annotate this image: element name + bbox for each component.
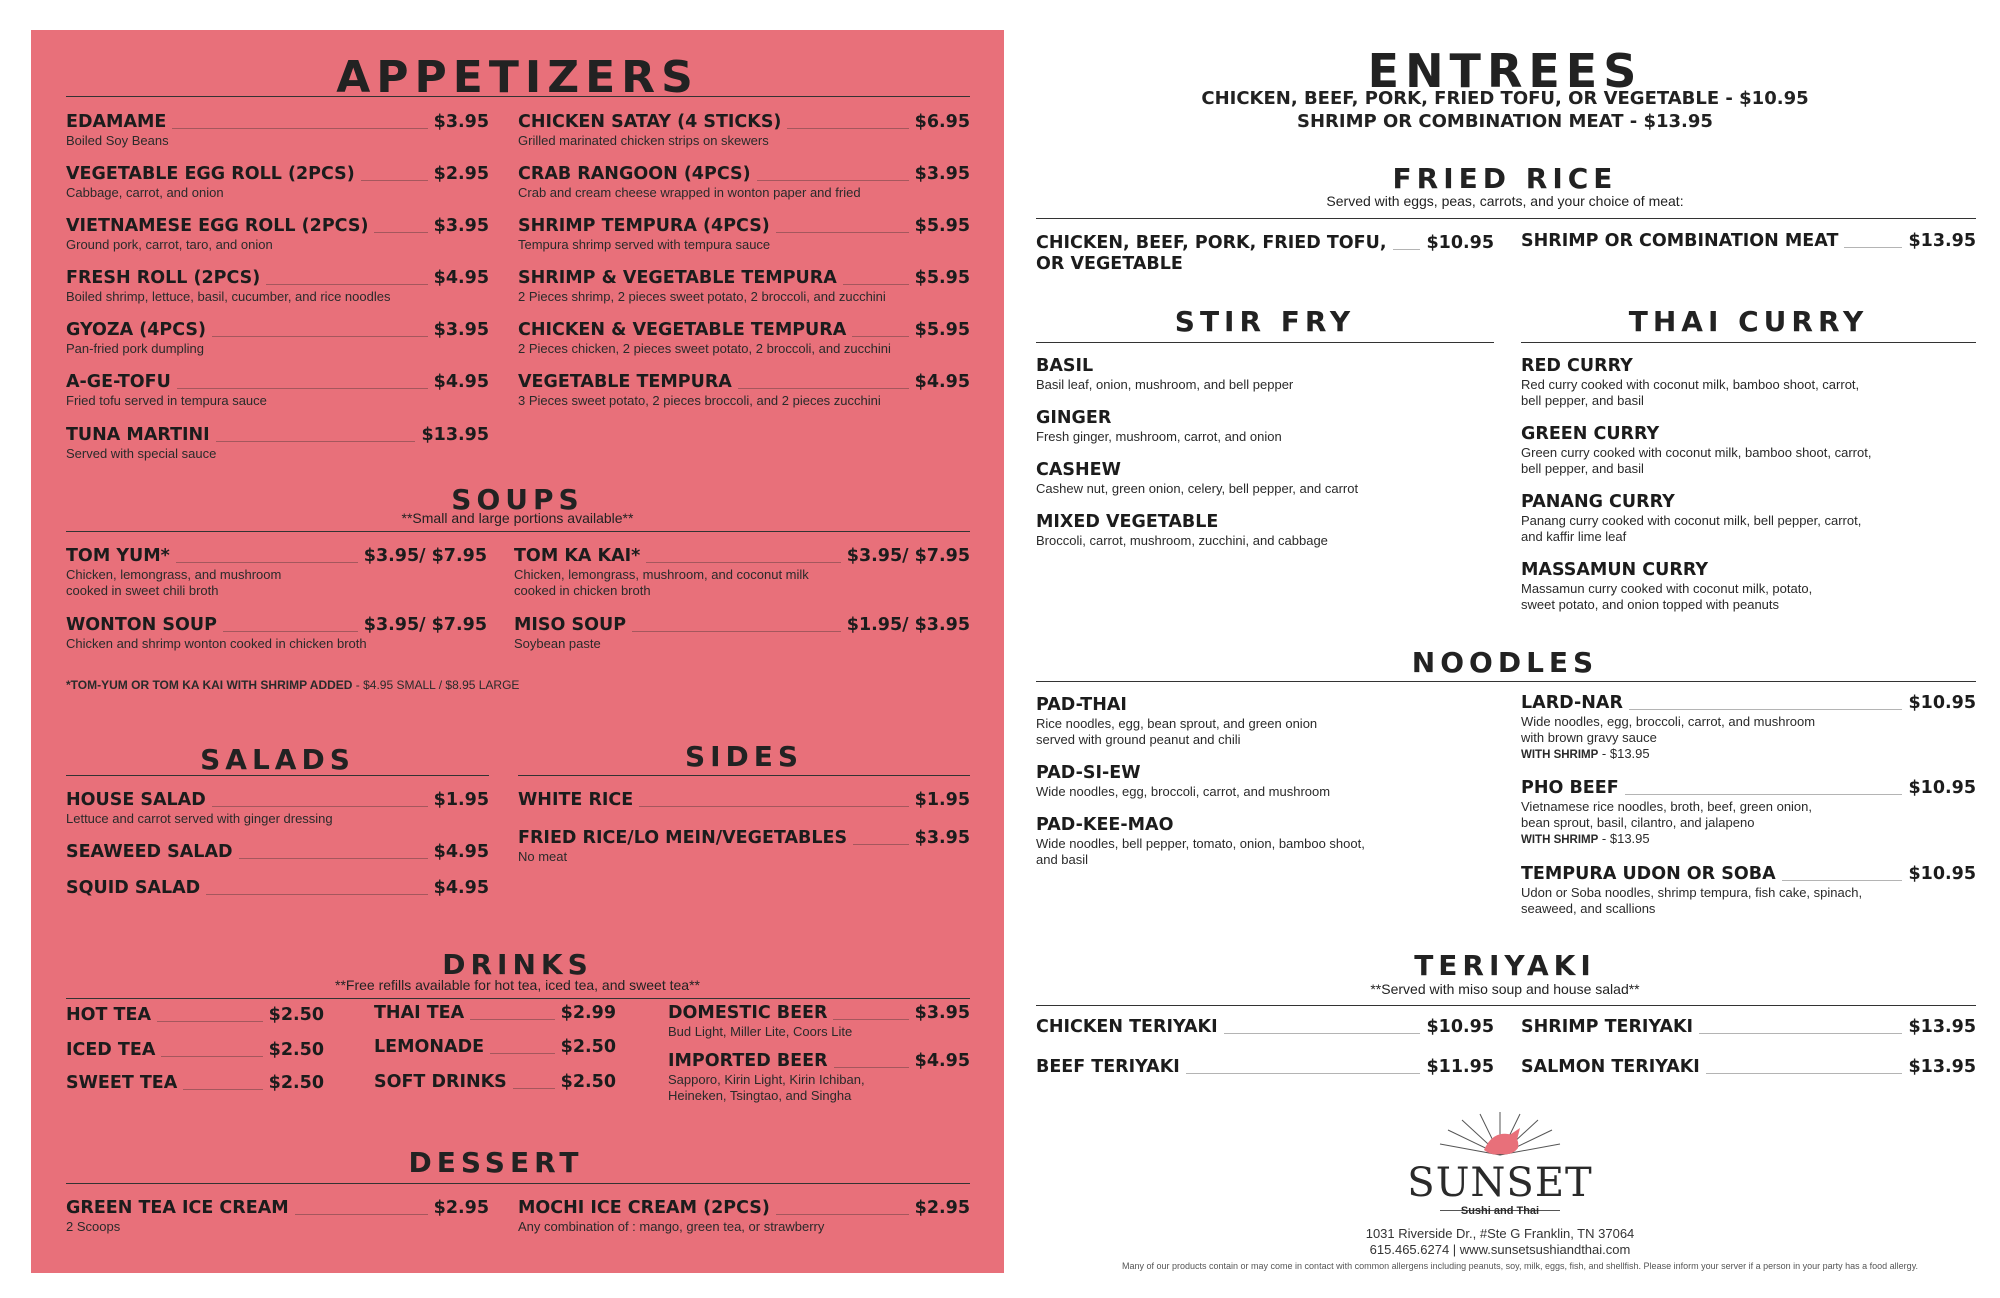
item-description: bean sprout, basil, cilantro, and jalapeno <box>1521 815 1755 830</box>
item-name: MASSAMUN CURRY <box>1521 560 1709 580</box>
leader-line <box>361 180 428 181</box>
item-price: $10.95 <box>1426 233 1494 253</box>
menu-item <box>374 1003 616 1024</box>
item-description: Bud Light, Miller Lite, Coors Lite <box>668 1024 853 1039</box>
menu-item <box>1521 1057 1976 1078</box>
soups-title: SOUPS <box>451 483 584 516</box>
item-price: $4.95 <box>433 372 489 392</box>
item-name: CASHEW <box>1036 460 1121 480</box>
drinks-rule <box>66 998 970 999</box>
menu-item <box>1521 356 1976 409</box>
item-description: Fresh ginger, mushroom, carrot, and onion <box>1036 429 1282 444</box>
menu-item <box>514 546 970 599</box>
soups-footnote-rest: - $4.95 SMALL / $8.95 LARGE <box>352 678 520 692</box>
menu-item <box>518 790 970 811</box>
allergy-disclaimer: Many of our products contain or may come in contact with common allergens including peanuts, soy, milk, eggs, fish, and shellfish. Please inform your server if a person in your party has a food allergy. <box>1121 1261 1919 1271</box>
item-description: Served with special sauce <box>66 446 217 461</box>
item-price: $13.95 <box>1908 231 1976 251</box>
item-name: CHICKEN SATAY (4 STICKS) <box>518 112 782 132</box>
item-name: EDAMAME <box>66 112 167 132</box>
menu-item <box>1036 233 1494 275</box>
leader-line <box>374 232 427 233</box>
item-price: $10.95 <box>1426 1017 1494 1037</box>
item-price: $1.95/ $3.95 <box>846 615 970 635</box>
menu-item <box>1036 695 1436 748</box>
item-price: $4.95 <box>914 372 970 392</box>
item-price: $4.95 <box>433 268 489 288</box>
item-name: TOM YUM* <box>66 546 170 566</box>
leader-line <box>470 1019 554 1020</box>
item-description: bell pepper, and basil <box>1521 461 1644 476</box>
leader-line <box>632 631 841 632</box>
item-description: Chicken, lemongrass, mushroom, and coconut milk <box>514 567 809 582</box>
address: 1031 Riverside Dr., #Ste G Franklin, TN 37064 <box>1365 1226 1635 1241</box>
entrees-price-line: SHRIMP OR COMBINATION MEAT - $13.95 <box>1297 111 1713 132</box>
item-price: $1.95 <box>433 790 489 810</box>
item-name: WHITE RICE <box>518 790 634 810</box>
soups-footnote-bold: *TOM-YUM OR TOM KA KAI WITH SHRIMP ADDED <box>66 678 353 692</box>
menu-item <box>66 878 489 899</box>
item-name: BASIL <box>1036 356 1094 376</box>
item-name: PANANG CURRY <box>1521 492 1675 512</box>
leader-line <box>266 284 427 285</box>
leader-line <box>183 1089 262 1090</box>
menu-item <box>518 828 970 865</box>
leader-line <box>172 128 427 129</box>
leader-line <box>176 562 358 563</box>
menu-item <box>1036 763 1436 800</box>
menu-item <box>1521 693 1976 763</box>
item-description: Heineken, Tsingtao, and Singha <box>668 1088 852 1103</box>
entrees-title: ENTREES <box>1367 44 1643 98</box>
item-price: $13.95 <box>1908 1057 1976 1077</box>
item-description: Grilled marinated chicken strips on skewers <box>518 133 769 148</box>
item-name: GREEN TEA ICE CREAM <box>66 1198 289 1218</box>
leader-line <box>1625 794 1903 795</box>
drinks-note: **Free refills available for hot tea, iced tea, and sweet tea** <box>335 977 700 993</box>
item-price: $4.95 <box>433 842 489 862</box>
leader-line <box>239 858 428 859</box>
menu-item <box>66 1073 324 1094</box>
leader-line <box>646 562 841 563</box>
item-description: Pan-fried pork dumpling <box>66 341 205 356</box>
item-description: Cashew nut, green onion, celery, bell pepper, and carrot <box>1036 481 1359 496</box>
shrimp-option-label: WITH SHRIMP <box>1521 749 1599 761</box>
soups-rule <box>66 531 970 532</box>
item-description: Crab and cream cheese wrapped in wonton paper and fried <box>518 185 861 200</box>
item-name: SOFT DRINKS <box>374 1072 507 1092</box>
item-price: $2.50 <box>560 1072 616 1092</box>
leader-line <box>157 1021 263 1022</box>
leader-line <box>295 1214 428 1215</box>
menu-item <box>518 164 970 201</box>
item-name: A-GE-TOFU <box>66 372 171 392</box>
item-name: PAD-SI-EW <box>1036 763 1141 783</box>
item-name: SEAWEED SALAD <box>66 842 233 862</box>
item-name: PHO BEEF <box>1521 778 1619 798</box>
item-name: PAD-THAI <box>1036 695 1127 715</box>
item-price: $3.95/ $7.95 <box>846 546 970 566</box>
leader-line <box>216 441 416 442</box>
leader-line <box>853 844 909 845</box>
item-price: $2.50 <box>560 1037 616 1057</box>
dessert-title: DESSERT <box>408 1146 584 1179</box>
item-description: Massamun curry cooked with coconut milk, potato, <box>1521 581 1813 596</box>
menu-item <box>1036 356 1494 393</box>
menu-item <box>518 216 970 253</box>
menu-item <box>66 1040 324 1061</box>
leader-line <box>738 388 909 389</box>
item-description: Broccoli, carrot, mushroom, zucchini, and cabbage <box>1036 533 1328 548</box>
teriyaki-note: **Served with miso soup and house salad** <box>1370 981 1640 997</box>
shrimp-option-label: WITH SHRIMP <box>1521 834 1599 846</box>
item-name: CHICKEN, BEEF, PORK, FRIED TOFU, <box>1036 233 1387 253</box>
leader-line <box>1186 1073 1421 1074</box>
item-description: Red curry cooked with coconut milk, bamboo shoot, carrot, <box>1521 377 1860 392</box>
leader-line <box>1699 1033 1902 1034</box>
item-description: Fried tofu served in tempura sauce <box>66 393 267 408</box>
item-price: $5.95 <box>914 268 970 288</box>
item-description: Rice noodles, egg, bean sprout, and green onion <box>1036 716 1318 731</box>
menu-item <box>1521 231 1976 252</box>
item-name: CHICKEN & VEGETABLE TEMPURA <box>518 320 847 340</box>
item-price: $5.95 <box>914 216 970 236</box>
leader-line <box>1844 247 1902 248</box>
leader-line <box>212 336 428 337</box>
item-name: CHICKEN TERIYAKI <box>1036 1017 1218 1037</box>
item-description: cooked in chicken broth <box>514 583 651 598</box>
menu-item <box>66 790 489 827</box>
logo-name: SUNSET <box>1407 1160 1593 1206</box>
menu-item <box>374 1072 616 1093</box>
item-description: 2 Pieces shrimp, 2 pieces sweet potato, 2 broccoli, and zucchini <box>518 289 886 304</box>
item-name: LARD-NAR <box>1521 693 1623 713</box>
leader-line <box>490 1053 555 1054</box>
item-name: FRESH ROLL (2PCS) <box>66 268 261 288</box>
menu-item <box>66 320 489 357</box>
menu-item <box>518 112 970 149</box>
item-description: Udon or Soba noodles, shrimp tempura, fish cake, spinach, <box>1521 885 1863 900</box>
menu-item <box>66 842 489 863</box>
item-name: BEEF TERIYAKI <box>1036 1057 1180 1077</box>
item-name: SHRIMP TERIYAKI <box>1521 1017 1694 1037</box>
item-name: SHRIMP & VEGETABLE TEMPURA <box>518 268 837 288</box>
item-name: MIXED VEGETABLE <box>1036 512 1219 532</box>
menu-item <box>66 1198 489 1235</box>
item-price: $2.50 <box>268 1040 324 1060</box>
thai-curry-title: THAI CURRY <box>1628 305 1869 338</box>
menu-item <box>1521 492 1976 545</box>
item-description: Wide noodles, egg, broccoli, carrot, and mushroom <box>1521 714 1816 729</box>
menu-item <box>1036 460 1494 497</box>
item-price: $2.95 <box>433 1198 489 1218</box>
item-price: $4.95 <box>914 1051 970 1071</box>
menu-item <box>66 268 489 305</box>
item-price: $3.95 <box>433 216 489 236</box>
leader-line <box>223 631 358 632</box>
item-description: Wide noodles, egg, broccoli, carrot, and mushroom <box>1036 784 1331 799</box>
item-description: Panang curry cooked with coconut milk, bell pepper, carrot, <box>1521 513 1862 528</box>
drinks-title: DRINKS <box>442 948 593 981</box>
item-description: Vietnamese rice noodles, broth, beef, green onion, <box>1521 799 1813 814</box>
item-description: Boiled Soy Beans <box>66 133 169 148</box>
item-price: $1.95 <box>914 790 970 810</box>
item-description: 2 Scoops <box>66 1219 121 1234</box>
item-price: $10.95 <box>1908 693 1976 713</box>
item-price: $3.95/ $7.95 <box>363 546 487 566</box>
item-description: with brown gravy sauce <box>1521 730 1657 745</box>
item-name: OR VEGETABLE <box>1036 254 1183 274</box>
leader-line <box>1224 1033 1421 1034</box>
item-price: $3.95 <box>914 1003 970 1023</box>
shrimp-option-price: - $13.95 <box>1598 831 1650 846</box>
logo-subtitle: Sushi and Thai <box>1460 1205 1540 1217</box>
item-description: Wide noodles, bell pepper, tomato, onion, bamboo shoot, <box>1036 836 1365 851</box>
item-name: HOT TEA <box>66 1005 151 1025</box>
item-price: $3.95 <box>914 828 970 848</box>
appetizers-title: APPETIZERS <box>336 52 699 103</box>
item-description: Chicken and shrimp wonton cooked in chicken broth <box>66 636 367 651</box>
leader-line <box>1393 249 1421 250</box>
item-description: sweet potato, and onion topped with peanuts <box>1521 597 1780 612</box>
leader-line <box>852 336 908 337</box>
menu-item <box>518 372 970 409</box>
item-name: TUNA MARTINI <box>66 425 210 445</box>
item-name: PAD-KEE-MAO <box>1036 815 1174 835</box>
item-price: $5.95 <box>914 320 970 340</box>
sides-title: SIDES <box>684 740 804 773</box>
soups-note: **Small and large portions available** <box>401 510 634 526</box>
item-description: Boiled shrimp, lettuce, basil, cucumber, and rice noodles <box>66 289 391 304</box>
item-description: and basil <box>1036 852 1089 867</box>
menu-item <box>668 1003 970 1040</box>
entrees-price-line: CHICKEN, BEEF, PORK, FRIED TOFU, OR VEGETABLE - $10.95 <box>1201 88 1809 109</box>
menu-item <box>1521 864 1976 917</box>
item-description: Chicken, lemongrass, and mushroom <box>66 567 282 582</box>
item-description: Lettuce and carrot served with ginger dressing <box>66 811 333 826</box>
dessert-rule <box>66 1183 970 1184</box>
item-price: $13.95 <box>421 425 489 445</box>
menu-item <box>66 546 487 599</box>
leader-line <box>177 388 428 389</box>
item-shrimp-option <box>1521 746 1976 763</box>
item-description: cooked in sweet chili broth <box>66 583 219 598</box>
item-name: VEGETABLE TEMPURA <box>518 372 732 392</box>
menu-item <box>66 425 489 462</box>
item-shrimp-option <box>1521 831 1976 848</box>
item-name: RED CURRY <box>1521 356 1633 376</box>
item-name: ICED TEA <box>66 1040 156 1060</box>
leader-line <box>1706 1073 1903 1074</box>
leader-line <box>513 1088 555 1089</box>
item-name: FRIED RICE/LO MEIN/VEGETABLES <box>518 828 848 848</box>
item-name: VIETNAMESE EGG ROLL (2PCS) <box>66 216 369 236</box>
item-description: seaweed, and scallions <box>1521 901 1656 916</box>
item-name: CRAB RANGOON (4PCS) <box>518 164 751 184</box>
item-name: SHRIMP TEMPURA (4PCS) <box>518 216 770 236</box>
thai-curry-rule <box>1521 342 1976 343</box>
item-description: bell pepper, and basil <box>1521 393 1644 408</box>
item-description: Sapporo, Kirin Light, Kirin Ichiban, <box>668 1072 865 1087</box>
salads-rule <box>66 775 489 776</box>
menu-item <box>514 615 970 652</box>
item-description: 3 Pieces sweet potato, 2 pieces broccoli, and 2 pieces zucchini <box>518 393 881 408</box>
item-name: HOUSE SALAD <box>66 790 206 810</box>
noodles-title: NOODLES <box>1411 646 1599 679</box>
item-name: WONTON SOUP <box>66 615 217 635</box>
item-name: SWEET TEA <box>66 1073 178 1093</box>
soups-footnote <box>66 678 519 692</box>
item-description: Ground pork, carrot, taro, and onion <box>66 237 273 252</box>
item-description: Basil leaf, onion, mushroom, and bell pepper <box>1036 377 1294 392</box>
item-description: Any combination of : mango, green tea, or strawberry <box>518 1219 825 1234</box>
leader-line <box>206 894 427 895</box>
menu-item <box>668 1051 970 1104</box>
teriyaki-title: TERIYAKI <box>1414 949 1596 982</box>
menu-item <box>1521 778 1976 848</box>
item-price: $3.95 <box>914 164 970 184</box>
menu-item <box>518 1198 970 1235</box>
item-price: $3.95 <box>433 112 489 132</box>
item-description: Tempura shrimp served with tempura sauce <box>518 237 771 252</box>
menu-item <box>1521 560 1976 613</box>
leader-line <box>161 1056 262 1057</box>
item-price: $2.95 <box>433 164 489 184</box>
menu-item <box>1036 1057 1494 1078</box>
leader-line <box>787 128 908 129</box>
menu-item <box>1521 424 1976 477</box>
menu-item <box>518 268 970 305</box>
menu-item <box>66 164 489 201</box>
leader-line <box>776 1214 909 1215</box>
menu-item <box>1521 1017 1976 1038</box>
item-price: $10.95 <box>1908 864 1976 884</box>
leader-line <box>1782 880 1903 881</box>
stir-fry-rule <box>1036 342 1494 343</box>
menu-item <box>1036 408 1494 445</box>
item-price: $2.50 <box>268 1005 324 1025</box>
leader-line <box>843 284 909 285</box>
item-description: 2 Pieces chicken, 2 pieces sweet potato, 2 broccoli, and zucchini <box>518 341 891 356</box>
menu-item <box>66 1005 324 1026</box>
item-name: LEMONADE <box>374 1037 485 1057</box>
item-name: MISO SOUP <box>514 615 627 635</box>
fried-rice-rule <box>1036 218 1976 219</box>
menu-item <box>1036 815 1436 868</box>
item-description: Green curry cooked with coconut milk, bamboo shoot, carrot, <box>1521 445 1872 460</box>
leader-line <box>833 1019 908 1020</box>
leader-line <box>639 806 908 807</box>
item-name: SQUID SALAD <box>66 878 201 898</box>
item-name: SALMON TERIYAKI <box>1521 1057 1700 1077</box>
contact-info: 615.465.6274 | www.sunsetsushiandthai.com <box>1369 1242 1631 1257</box>
salads-title: SALADS <box>200 743 355 776</box>
item-price: $2.95 <box>914 1198 970 1218</box>
item-description: Cabbage, carrot, and onion <box>66 185 224 200</box>
item-description: served with ground peanut and chili <box>1036 732 1241 747</box>
menu-item <box>1036 512 1494 549</box>
item-name: GREEN CURRY <box>1521 424 1660 444</box>
fried-rice-note: Served with eggs, peas, carrots, and your choice of meat: <box>1326 193 1684 209</box>
leader-line <box>757 180 909 181</box>
item-name: GINGER <box>1036 408 1112 428</box>
item-price: $3.95/ $7.95 <box>363 615 487 635</box>
item-price: $3.95 <box>433 320 489 340</box>
leader-line <box>834 1067 909 1068</box>
item-name: IMPORTED BEER <box>668 1051 828 1071</box>
teriyaki-rule <box>1036 1005 1976 1006</box>
item-name: GYOZA (4PCS) <box>66 320 206 340</box>
sides-rule <box>518 775 970 776</box>
shrimp-option-price: - $13.95 <box>1598 746 1650 761</box>
noodles-rule <box>1036 681 1976 682</box>
item-description: No meat <box>518 849 568 864</box>
item-name: MOCHI ICE CREAM (2PCS) <box>518 1198 770 1218</box>
item-description: and kaffir lime leaf <box>1521 529 1627 544</box>
appetizers-rule <box>66 96 970 97</box>
item-price: $11.95 <box>1426 1057 1494 1077</box>
item-name: DOMESTIC BEER <box>668 1003 828 1023</box>
item-price: $4.95 <box>433 878 489 898</box>
item-price: $6.95 <box>914 112 970 132</box>
menu-item <box>66 112 489 149</box>
leader-line <box>212 806 428 807</box>
leader-line <box>1629 709 1903 710</box>
item-name: VEGETABLE EGG ROLL (2PCS) <box>66 164 355 184</box>
item-price: $2.99 <box>560 1003 616 1023</box>
item-price: $13.95 <box>1908 1017 1976 1037</box>
item-name: TOM KA KAI* <box>514 546 641 566</box>
menu-item <box>66 615 487 652</box>
menu-item <box>374 1037 616 1058</box>
item-name: TEMPURA UDON OR SOBA <box>1521 864 1776 884</box>
menu-item <box>66 372 489 409</box>
item-description: Soybean paste <box>514 636 601 651</box>
menu-item <box>1036 1017 1494 1038</box>
menu-item <box>518 320 970 357</box>
item-name: THAI TEA <box>374 1003 465 1023</box>
item-price: $10.95 <box>1908 778 1976 798</box>
stir-fry-title: STIR FRY <box>1174 305 1356 338</box>
item-name: SHRIMP OR COMBINATION MEAT <box>1521 231 1839 251</box>
leader-line <box>776 232 909 233</box>
item-price: $2.50 <box>268 1073 324 1093</box>
fried-rice-title: FRIED RICE <box>1392 162 1618 195</box>
menu-item <box>66 216 489 253</box>
